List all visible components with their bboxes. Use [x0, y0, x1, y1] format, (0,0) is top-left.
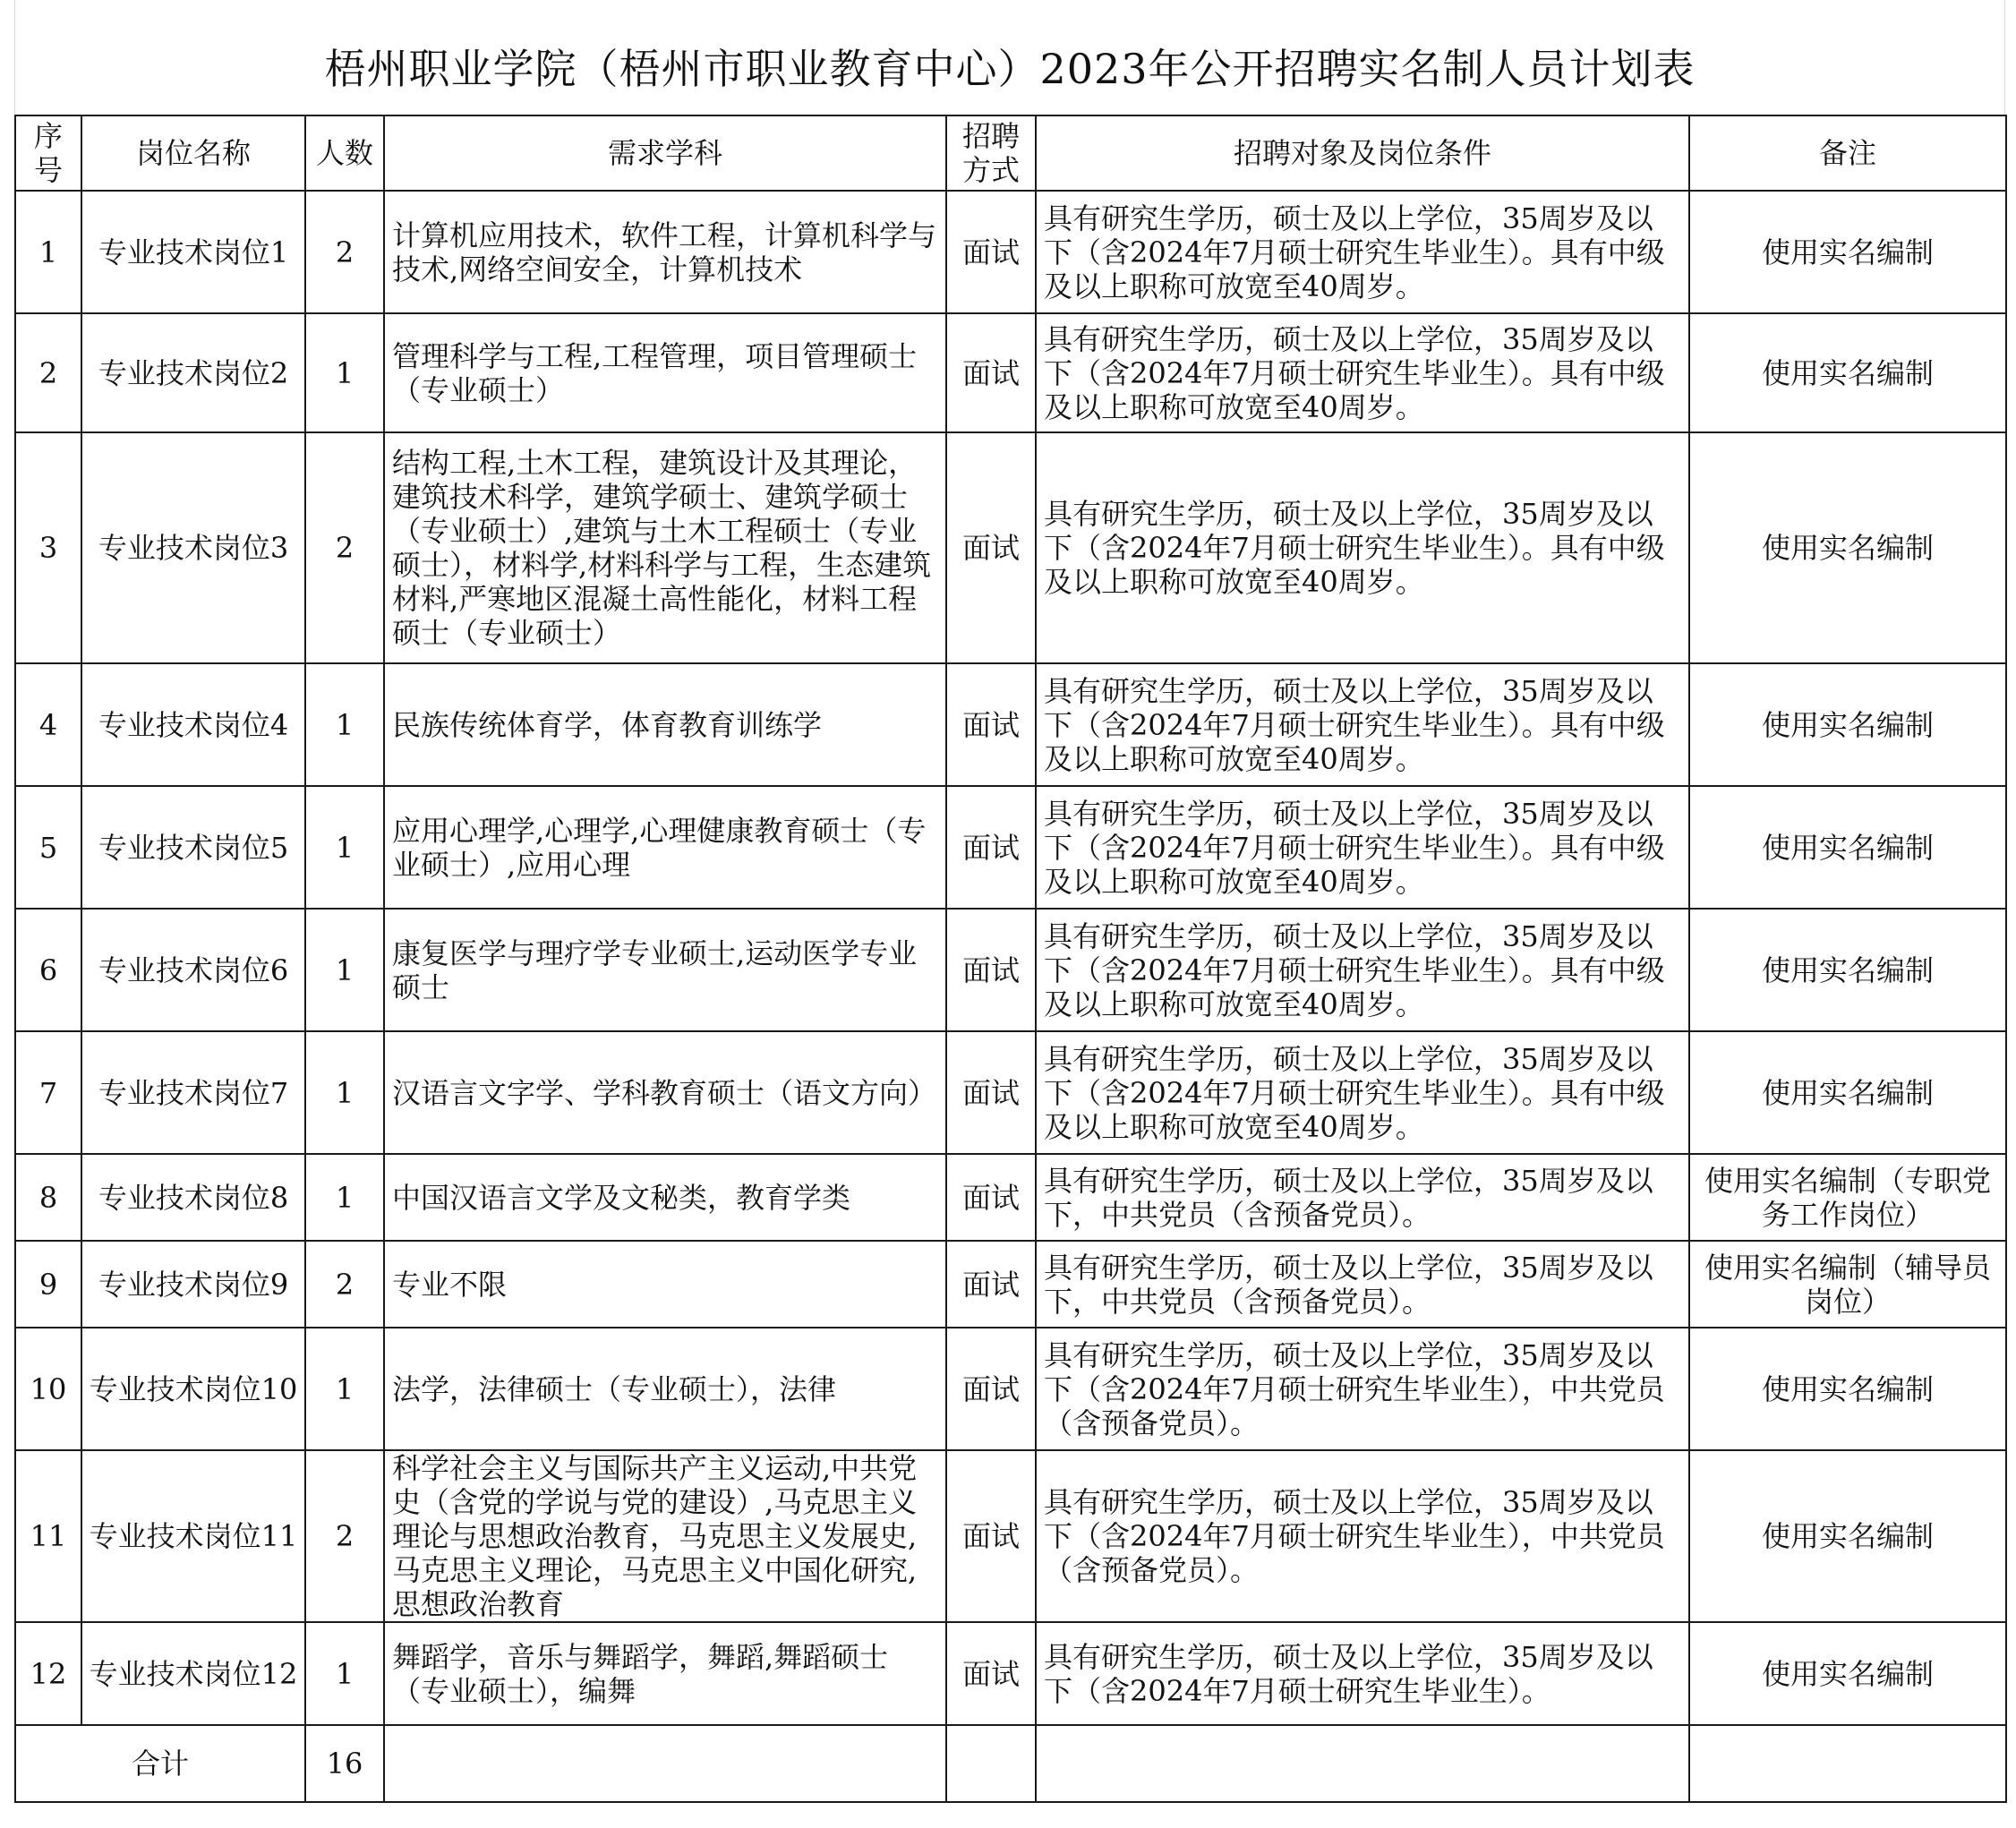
row-method: 面试: [946, 1622, 1036, 1725]
recruitment-sheet: [14, 0, 2005, 1803]
row-seq: 9: [15, 1241, 81, 1328]
row-count: 1: [305, 786, 384, 909]
row-count: 1: [305, 1031, 384, 1154]
row-method: 面试: [946, 786, 1036, 909]
row-method: 面试: [946, 1450, 1036, 1622]
row-subjects: 计算机应用技术，软件工程，计算机科学与技术,网络空间安全，计算机技术: [384, 191, 946, 313]
row-position: 专业技术岗位5: [81, 786, 305, 909]
row-conditions: 具有研究生学历，硕士及以上学位，35周岁及以下（含2024年7月硕士研究生毕业生）。: [1036, 1622, 1689, 1725]
row-position: 专业技术岗位2: [81, 313, 305, 432]
row-conditions: 具有研究生学历，硕士及以上学位，35周岁及以下，中共党员（含预备党员）。: [1036, 1154, 1689, 1241]
row-conditions: 具有研究生学历，硕士及以上学位，35周岁及以下（含2024年7月硕士研究生毕业生）。具有中级及以上职称可放宽至40周岁。: [1036, 909, 1689, 1031]
row-remark: 使用实名编制: [1689, 786, 2006, 909]
row-seq: 11: [15, 1450, 81, 1622]
row-subjects: 结构工程,土木工程，建筑设计及其理论，建筑技术科学，建筑学硕士、建筑学硕士（专业硕士）,建筑与土木工程硕士（专业硕士），材料学,材料科学与工程，生态建筑材料,严寒地区混凝土高性能化，材料工程硕士（专业硕士）: [384, 432, 946, 663]
row-remark: 使用实名编制（专职党务工作岗位）: [1689, 1154, 2006, 1241]
row-remark: 使用实名编制: [1689, 313, 2006, 432]
table-row: [15, 191, 2006, 313]
row-count: 2: [305, 1241, 384, 1328]
row-method: 面试: [946, 909, 1036, 1031]
row-count: 2: [305, 1450, 384, 1622]
row-count: 1: [305, 663, 384, 786]
row-subjects: 应用心理学,心理学,心理健康教育硕士（专业硕士）,应用心理: [384, 786, 946, 909]
row-position: 专业技术岗位12: [81, 1622, 305, 1725]
row-seq: 5: [15, 786, 81, 909]
row-remark: 使用实名编制: [1689, 1622, 2006, 1725]
row-seq: 1: [15, 191, 81, 313]
row-position: 专业技术岗位3: [81, 432, 305, 663]
table-row: [15, 313, 2006, 432]
total-count: 16: [305, 1725, 384, 1802]
row-position: 专业技术岗位9: [81, 1241, 305, 1328]
table-row: [15, 909, 2006, 1031]
page-title: 梧州职业学院（梧州市职业教育中心）2023年公开招聘实名制人员计划表: [14, 0, 2005, 115]
row-conditions: 具有研究生学历，硕士及以上学位，35周岁及以下（含2024年7月硕士研究生毕业生），中共党员（含预备党员）。: [1036, 1450, 1689, 1622]
row-conditions: 具有研究生学历，硕士及以上学位，35周岁及以下（含2024年7月硕士研究生毕业生）。具有中级及以上职称可放宽至40周岁。: [1036, 432, 1689, 663]
row-conditions: 具有研究生学历，硕士及以上学位，35周岁及以下（含2024年7月硕士研究生毕业生）。具有中级及以上职称可放宽至40周岁。: [1036, 663, 1689, 786]
row-method: 面试: [946, 663, 1036, 786]
row-count: 1: [305, 313, 384, 432]
row-position: 专业技术岗位1: [81, 191, 305, 313]
table-row: [15, 1031, 2006, 1154]
total-row: [15, 1725, 2006, 1802]
row-subjects: 科学社会主义与国际共产主义运动,中共党史（含党的学说与党的建设）,马克思主义理论与思想政治教育，马克思主义发展史,马克思主义理论，马克思主义中国化研究,思想政治教育: [384, 1450, 946, 1622]
row-position: 专业技术岗位4: [81, 663, 305, 786]
row-subjects: 专业不限: [384, 1241, 946, 1328]
row-subjects: 管理科学与工程,工程管理，项目管理硕士（专业硕士）: [384, 313, 946, 432]
table-row: [15, 663, 2006, 786]
header-conditions: 招聘对象及岗位条件: [1036, 115, 1689, 191]
recruitment-table: [14, 115, 2007, 1803]
row-method: 面试: [946, 1241, 1036, 1328]
total-remark-empty: [1689, 1725, 2006, 1802]
row-subjects: 中国汉语言文学及文秘类，教育学类: [384, 1154, 946, 1241]
table-header-row: [15, 115, 2006, 191]
table-row: [15, 1241, 2006, 1328]
header-position: 岗位名称: [81, 115, 305, 191]
table-row: [15, 432, 2006, 663]
row-method: 面试: [946, 432, 1036, 663]
table-row: [15, 1154, 2006, 1241]
row-subjects: 民族传统体育学，体育教育训练学: [384, 663, 946, 786]
total-conditions-empty: [1036, 1725, 1689, 1802]
row-count: 2: [305, 432, 384, 663]
row-position: 专业技术岗位11: [81, 1450, 305, 1622]
row-seq: 8: [15, 1154, 81, 1241]
row-count: 1: [305, 1622, 384, 1725]
row-position: 专业技术岗位8: [81, 1154, 305, 1241]
row-remark: 使用实名编制: [1689, 909, 2006, 1031]
row-method: 面试: [946, 1154, 1036, 1241]
header-method: 招聘方式: [946, 115, 1036, 191]
row-count: 1: [305, 1154, 384, 1241]
row-remark: 使用实名编制: [1689, 1031, 2006, 1154]
row-conditions: 具有研究生学历，硕士及以上学位，35周岁及以下（含2024年7月硕士研究生毕业生）。具有中级及以上职称可放宽至40周岁。: [1036, 786, 1689, 909]
header-seq: 序号: [15, 115, 81, 191]
row-subjects: 汉语言文字学、学科教育硕士（语文方向）: [384, 1031, 946, 1154]
row-method: 面试: [946, 313, 1036, 432]
row-seq: 4: [15, 663, 81, 786]
table-row: [15, 786, 2006, 909]
row-seq: 10: [15, 1328, 81, 1450]
row-position: 专业技术岗位7: [81, 1031, 305, 1154]
header-subjects: 需求学科: [384, 115, 946, 191]
row-seq: 2: [15, 313, 81, 432]
row-conditions: 具有研究生学历，硕士及以上学位，35周岁及以下（含2024年7月硕士研究生毕业生），中共党员（含预备党员）。: [1036, 1328, 1689, 1450]
row-method: 面试: [946, 1328, 1036, 1450]
row-remark: 使用实名编制: [1689, 1450, 2006, 1622]
row-position: 专业技术岗位6: [81, 909, 305, 1031]
row-position: 专业技术岗位10: [81, 1328, 305, 1450]
row-seq: 3: [15, 432, 81, 663]
row-conditions: 具有研究生学历，硕士及以上学位，35周岁及以下，中共党员（含预备党员）。: [1036, 1241, 1689, 1328]
header-remark: 备注: [1689, 115, 2006, 191]
row-remark: 使用实名编制: [1689, 663, 2006, 786]
row-seq: 6: [15, 909, 81, 1031]
row-count: 1: [305, 909, 384, 1031]
row-method: 面试: [946, 191, 1036, 313]
total-label: 合计: [15, 1725, 305, 1802]
row-conditions: 具有研究生学历，硕士及以上学位，35周岁及以下（含2024年7月硕士研究生毕业生）。具有中级及以上职称可放宽至40周岁。: [1036, 313, 1689, 432]
row-conditions: 具有研究生学历，硕士及以上学位，35周岁及以下（含2024年7月硕士研究生毕业生）。具有中级及以上职称可放宽至40周岁。: [1036, 1031, 1689, 1154]
row-count: 2: [305, 191, 384, 313]
row-subjects: 舞蹈学，音乐与舞蹈学，舞蹈,舞蹈硕士（专业硕士），编舞: [384, 1622, 946, 1725]
row-remark: 使用实名编制: [1689, 432, 2006, 663]
row-subjects: 康复医学与理疗学专业硕士,运动医学专业硕士: [384, 909, 946, 1031]
row-conditions: 具有研究生学历，硕士及以上学位，35周岁及以下（含2024年7月硕士研究生毕业生）。具有中级及以上职称可放宽至40周岁。: [1036, 191, 1689, 313]
row-remark: 使用实名编制: [1689, 1328, 2006, 1450]
header-count: 人数: [305, 115, 384, 191]
row-method: 面试: [946, 1031, 1036, 1154]
table-row: [15, 1328, 2006, 1450]
table-row: [15, 1622, 2006, 1725]
row-remark: 使用实名编制（辅导员岗位）: [1689, 1241, 2006, 1328]
row-seq: 12: [15, 1622, 81, 1725]
total-subjects-empty: [384, 1725, 946, 1802]
total-method-empty: [946, 1725, 1036, 1802]
row-count: 1: [305, 1328, 384, 1450]
row-subjects: 法学，法律硕士（专业硕士），法律: [384, 1328, 946, 1450]
table-row: [15, 1450, 2006, 1622]
row-seq: 7: [15, 1031, 81, 1154]
row-remark: 使用实名编制: [1689, 191, 2006, 313]
